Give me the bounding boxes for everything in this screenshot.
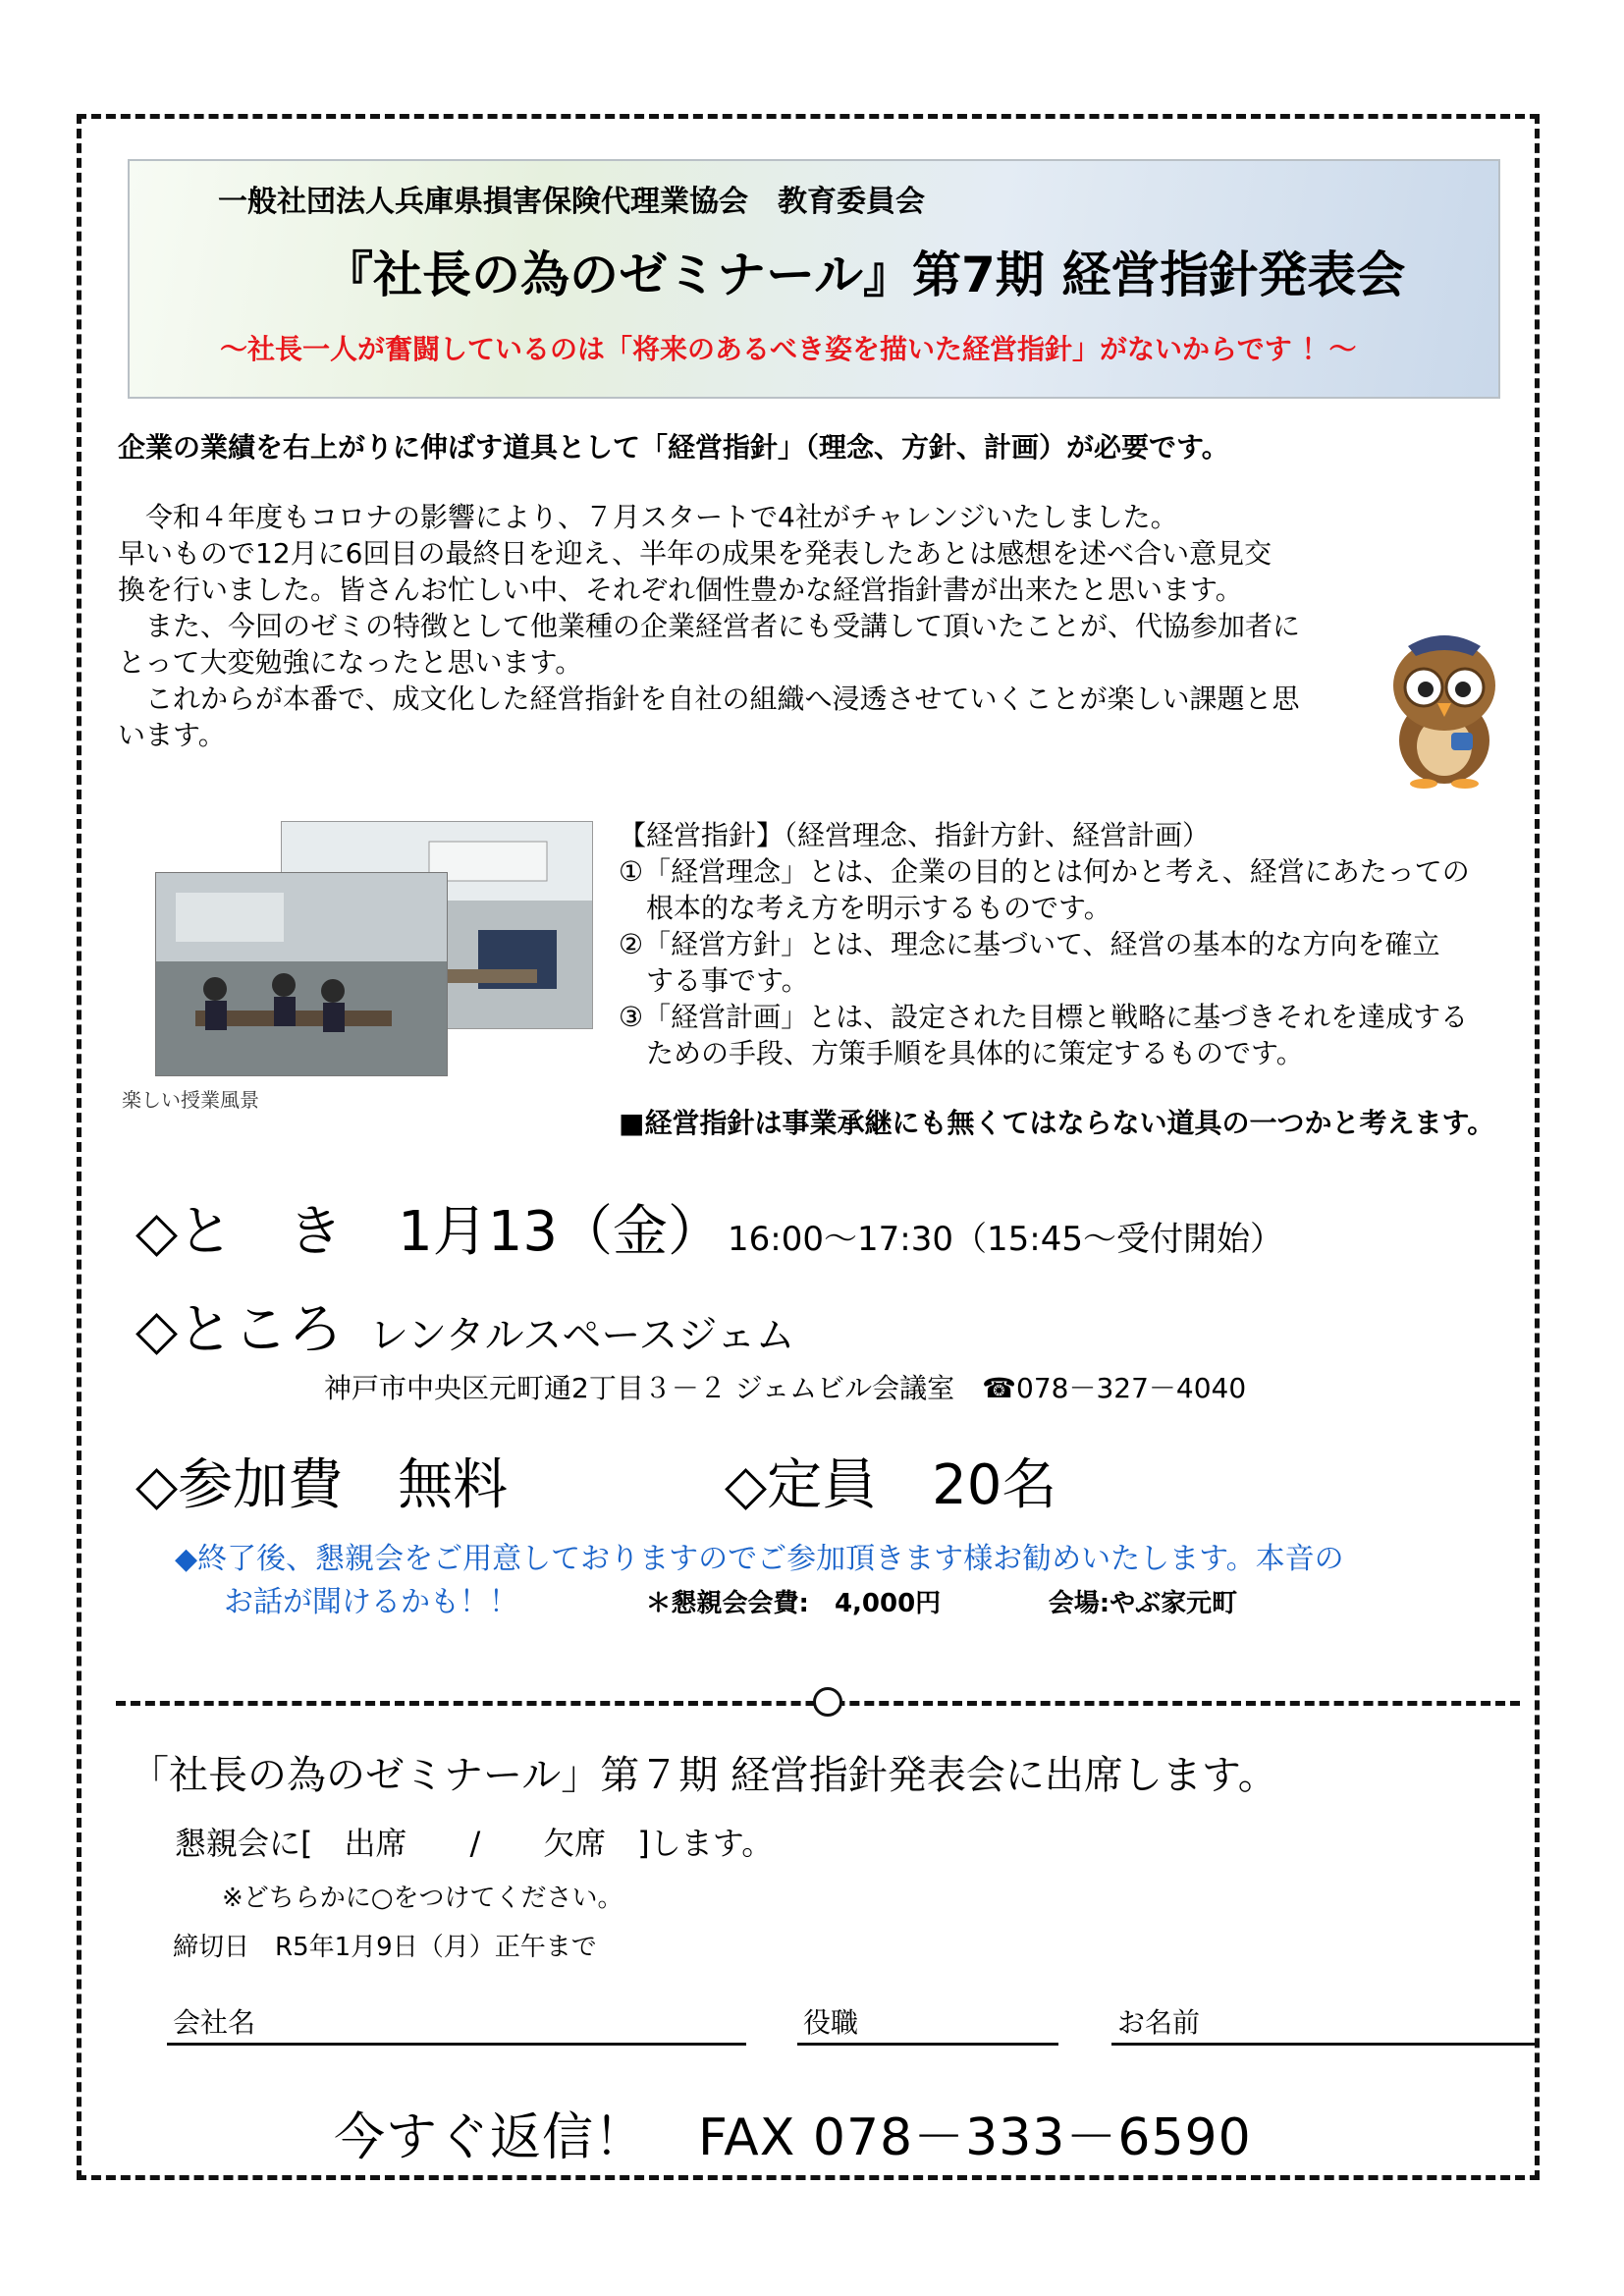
intro-lead: 企業の業績を右上がりに伸ばす道具として「経営指針」（理念、方針、計画）が必要です。 bbox=[118, 431, 1229, 464]
title-field-label: 役職 bbox=[803, 2006, 859, 2039]
event-place bbox=[135, 1286, 795, 1365]
photo-caption: 楽しい授業風景 bbox=[122, 1088, 259, 1112]
party-fee: ＊懇親会会費: 4,000円 bbox=[645, 1589, 942, 1618]
fax-reply: 今すぐ返信！ FAX 078－333－6590 bbox=[334, 2108, 1252, 2167]
party-info: ◆終了後、懇親会をご用意しておりますのでご参加頂きます様お勧めいたします。本音の bbox=[175, 1542, 1344, 1576]
company-field-label: 会社名 bbox=[173, 2006, 256, 2039]
intro-body bbox=[118, 499, 1326, 753]
policy-line: 【経営指針】（経営理念、指針方針、経営計画） bbox=[619, 819, 1211, 851]
classroom-photo-front bbox=[155, 872, 448, 1076]
policy-note: ■経営指針は事業承継にも無くてはならない道具の一つかと考えます。 bbox=[619, 1107, 1495, 1139]
intro-line: また、今回のゼミの特徴として他業種の企業経営者にも受講して頂いたことが、代協参加者に bbox=[118, 610, 1301, 642]
intro-line: とって大変勉強になったと思います。 bbox=[118, 646, 583, 679]
organizer: 一般社団法人兵庫県損害保険代理業協会 教育委員会 bbox=[218, 185, 925, 219]
intro-line: います。 bbox=[118, 719, 226, 751]
intro-line: 令和４年度もコロナの影響により、７月スタートで4社がチャレンジいたしました。 bbox=[118, 501, 1178, 533]
page-title: 『社長の為のゼミナール』第7期 経営指針発表会 bbox=[324, 246, 1406, 303]
party-info-2 bbox=[224, 1577, 1237, 1620]
title-field[interactable] bbox=[797, 2043, 1058, 2046]
policy-line: ①「経営理念」とは、企業の目的とは何かと考え、経営にあたっての bbox=[619, 855, 1470, 888]
company-field[interactable] bbox=[167, 2043, 746, 2046]
capacity: ◇定員 20名 bbox=[725, 1453, 1057, 1517]
policy-line: ②「経営方針」とは、理念に基づいて、経営の基本的な方向を確立 bbox=[619, 928, 1440, 960]
venue-address: 神戸市中央区元町通2丁目３－２ ジェムビル会議室 ☎078－327－4040 bbox=[324, 1372, 1247, 1404]
catchphrase: ～社長一人が奮闘しているのは「将来のあるべき姿を描いた経営指針」がないからです ！～ bbox=[220, 333, 1357, 365]
event-time: 16:00～17:30（15:45～受付開始） bbox=[728, 1220, 1283, 1259]
party-info-line2: お話が聞けるかも！！ bbox=[224, 1585, 518, 1619]
name-field-label: お名前 bbox=[1117, 2006, 1201, 2039]
policy-line: ための手段、方策手順を具体的に策定するものです。 bbox=[619, 1037, 1304, 1069]
event-date: ◇と き 1月13（金） bbox=[135, 1200, 723, 1264]
event-datetime bbox=[135, 1188, 1283, 1267]
name-field[interactable] bbox=[1111, 2043, 1538, 2046]
rsvp-deadline: 締切日 R5年1月9日（月）正午まで bbox=[173, 1933, 597, 1962]
participation-fee: ◇参加費 無料 bbox=[135, 1453, 509, 1517]
rsvp-title: 「社長の為のゼミナール」第７期 経営指針発表会に出席します。 bbox=[130, 1753, 1277, 1798]
policy-line: する事です。 bbox=[619, 964, 809, 997]
intro-line: 早いもので12月に6回目の最終日を迎え、半年の成果を発表したあとは感想を述べ合い意見交 bbox=[118, 537, 1272, 570]
place-label: ◇ところ bbox=[135, 1298, 344, 1362]
policy-line: ③「経営計画」とは、設定された目標と戦略に基づきそれを達成する bbox=[619, 1001, 1469, 1033]
rsvp-party-choice[interactable]: 懇親会に[ 出席 / 欠席 ]します。 bbox=[175, 1825, 774, 1862]
dashed-page-border bbox=[77, 114, 1540, 2180]
policy-definitions bbox=[619, 817, 1502, 1071]
intro-line: これからが本番で、成文化した経営指針を自社の組織へ浸透させていくことが楽しい課題と思 bbox=[118, 683, 1300, 715]
cut-circle-icon bbox=[813, 1687, 842, 1717]
rsvp-note: ※どちらかに○をつけてください。 bbox=[222, 1884, 623, 1913]
policy-line: 根本的な考え方を明示するものです。 bbox=[619, 892, 1111, 924]
party-place: 会場:やぶ家元町 bbox=[1048, 1589, 1238, 1618]
owl-mascot-image bbox=[1379, 625, 1510, 790]
intro-line: 換を行いました。皆さんお忙しい中、それぞれ個性豊かな経営指針書が出来たと思います。 bbox=[118, 574, 1243, 606]
venue-name: レンタルスペースジェム bbox=[369, 1313, 795, 1358]
